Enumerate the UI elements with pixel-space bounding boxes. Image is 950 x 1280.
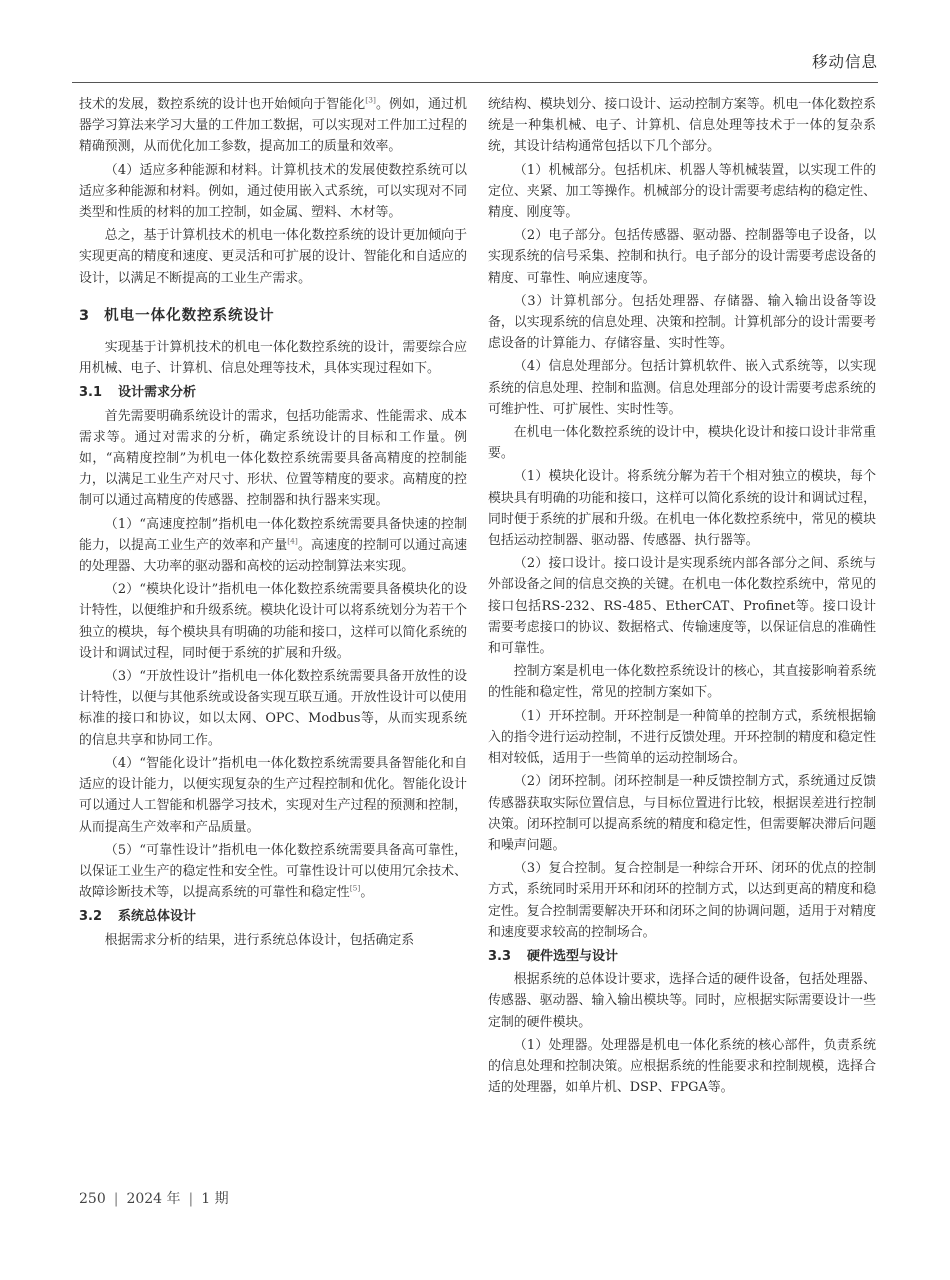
subsection-heading-3-2: 3.2 系统总体设计 [79, 909, 197, 925]
citation: [5] [349, 883, 361, 893]
paragraph: （5）“可靠性设计”指机电一体化数控系统需要具备高可靠性，以保证工业生产的稳定性和安全性。可靠性设计可以使用冗余技术、故障诊断技术等，以提高系统的可靠性和稳定性[5]。 [79, 842, 467, 901]
paragraph: （2）闭环控制。闭环控制是一种反馈控制方式，系统通过反馈传感器获取实际位置信息，与目标位置进行比较，根据误差进行控制决策。闭环控制可以提高系统的精度和稳定性，但需要解决滞后问题和噪声问题。 [488, 774, 876, 853]
paragraph: （1）“高速度控制”指机电一体化数控系统需要具备快速的控制能力，以提高工业生产的效率和产量[4]。高速度的控制可以通过高速的处理器、大功率的驱动器和高校的运动控制算法来实现。 [79, 516, 468, 575]
paragraph: （3）计算机部分。包括处理器、存储器、输入输出设备等设备，以实现系统的信息处理、决策和控制。计算机部分的设计需要考虑设备的计算能力、存储容量、实时性等。 [488, 293, 876, 352]
paragraph: 控制方案是机电一体化数控系统设计的核心，其直接影响着系统的性能和稳定性，常见的控制方案如下。 [488, 664, 876, 701]
paragraph: （1）模块化设计。将系统分解为若干个相对独立的模块，每个模块具有明确的功能和接口，这样可以简化系统的设计和调试过程，同时便于系统的扩展和升级。在机电一体化数控系统中，常见的模块包括运动控制器、驱动器、传感器、执行器等。 [488, 469, 876, 549]
paragraph: 在机电一体化数控系统的设计中，模块化设计和接口设计非常重要。 [488, 425, 876, 462]
right-column [488, 94, 876, 1100]
subsection-heading-3-1: 3.1 设计需求分析 [79, 385, 197, 401]
paragraph: 技术的发展，数控系统的设计也开始倾向于智能化[3]。例如，通过机器学习算法来学习大量的工件加工数据，可以实现对工件加工过程的精确预测，从而优化加工参数，提高加工的质量和效率。 [79, 95, 468, 155]
paragraph: （1）处理器。处理器是机电一体化系统的核心部件，负责系统的信息处理和控制决策。应根据系统的性能要求和控制规模，选择合适的处理器，如单片机、DSP、FPGA等。 [488, 1037, 876, 1096]
paragraph: 根据需求分析的结果，进行系统总体设计，包括确定系 [104, 932, 415, 948]
footer-issue: 1 期 [201, 1191, 229, 1207]
citation: [3] [365, 95, 376, 105]
paragraph: （4）适应多种能源和材料。计算机技术的发展使数控系统可以适应多种能源和材料。例如，通过使用嵌入式系统，可以实现对不同类型和性质的材料的加工控制，如金属、塑料、木材等。 [79, 162, 467, 221]
page-number: 250 [79, 1191, 106, 1207]
paragraph: （4）信息处理部分。包括计算机软件、嵌入式系统等，以实现系统的信息处理、控制和监测。信息处理部分的设计需要考虑系统的可维护性、可扩展性、实时性等。 [488, 359, 876, 417]
paragraph: 首先需要明确系统设计的需求，包括功能需求、性能需求、成本需求等。通过对需求的分析，确定系统设计的目标和工作量。例如，“高精度控制”为机电一体化数控系统需要具备高精度的控制能力，以满足工业生产对尺寸、形状、位置等精度的要求。高精度的控制可以通过高精度的传感器、控制器和执行器来实现。 [79, 408, 467, 509]
paragraph: （2）接口设计。接口设计是实现系统内部各部分之间、系统与外部设备之间的信息交换的关键。在机电一体化数控系统中，常见的接口包括RS-232、RS-485、EtherCAT、Profinet等。接口设计需要考虑接口的协议、数据格式、传输速度等，以保证信息的准确性和可靠性。 [488, 556, 876, 657]
header-divider [72, 82, 878, 83]
paragraph: 根据系统的总体设计要求，选择合适的硬件设备，包括处理器、传感器、驱动器、输入输出模块等。同时，应根据实际需要设计一些定制的硬件模块。 [488, 972, 876, 1030]
paragraph: （3）复合控制。复合控制是一种综合开环、闭环的优点的控制方式，系统同时采用开环和闭环的控制方式，以达到更高的精度和稳定性。复合控制需要解决开环和闭环之间的协调问题，适用于对精度和速度要求较高的控制场合。 [488, 861, 876, 940]
journal-name: 移动信息 [811, 53, 878, 71]
subsection-heading-3-3: 3.3 硬件选型与设计 [488, 948, 619, 964]
paragraph: （1）开环控制。开环控制是一种简单的控制方式，系统根据输入的指令进行运动控制，不进行反馈处理。开环控制的精度和稳定性相对较低，适用于一些简单的运动控制场合。 [488, 708, 876, 767]
left-column [79, 94, 467, 953]
paragraph: （2）电子部分。包括传感器、驱动器、控制器等电子设备，以实现系统的信号采集、控制和执行。电子部分的设计需要考虑设备的精度、可靠性、响应速度等。 [488, 228, 876, 286]
footer-separator: | [113, 1191, 119, 1207]
paragraph: 统结构、模块划分、接口设计、运动控制方案等。机电一体化数控系统是一种集机械、电子、计算机、信息处理等技术于一体的复杂系统，其设计结构通常包括以下几个部分。 [488, 97, 876, 155]
paragraph: （4）“智能化设计”指机电一体化数控系统需要具备智能化和自适应的设计能力，以便实现复杂的生产过程控制和优化。智能化设计可以通过人工智能和机器学习技术，实现对生产过程的预测和控制，从而提高生产效率和产品质量。 [79, 755, 467, 835]
section-heading-3: 3 机电一体化数控系统设计 [79, 307, 275, 324]
paragraph: 实现基于计算机技术的机电一体化数控系统的设计，需要综合应用机械、电子、计算机、信息处理等技术，具体实现过程如下。 [79, 340, 467, 377]
paragraph: （1）机械部分。包括机床、机器人等机械装置，以实现工件的定位、夹紧、加工等操作。机械部分的设计需要考虑结构的稳定性、精度、刚度等。 [488, 162, 876, 221]
paragraph: （2）“模块化设计”指机电一体化数控系统需要具备模块化的设计特性，以便维护和升级系统。模块化设计可以将系统划分为若干个独立的模块，每个模块具有明确的功能和接口，这样可以简化系统的设计和调试过程，同时便于系统的扩展和升级。 [79, 582, 467, 661]
paragraph: 总之，基于计算机技术的机电一体化数控系统的设计更加倾向于实现更高的精度和速度、更灵活和可扩展的设计、智能化和自适应的设计，以满足不断提高的工业生产需求。 [79, 228, 467, 286]
paragraph: （3）“开放性设计”指机电一体化数控系统需要具备开放性的设计特性，以便与其他系统或设备实现互联互通。开放性设计可以使用标准的接口和协议，如以太网、OPC、Modbus等，从而实现系统的信息共享和协同工作。 [79, 669, 467, 748]
footer-separator: | [188, 1191, 194, 1207]
page-footer [79, 1188, 229, 1208]
footer-year: 2024 年 [126, 1191, 181, 1207]
citation: [4] [287, 536, 298, 546]
